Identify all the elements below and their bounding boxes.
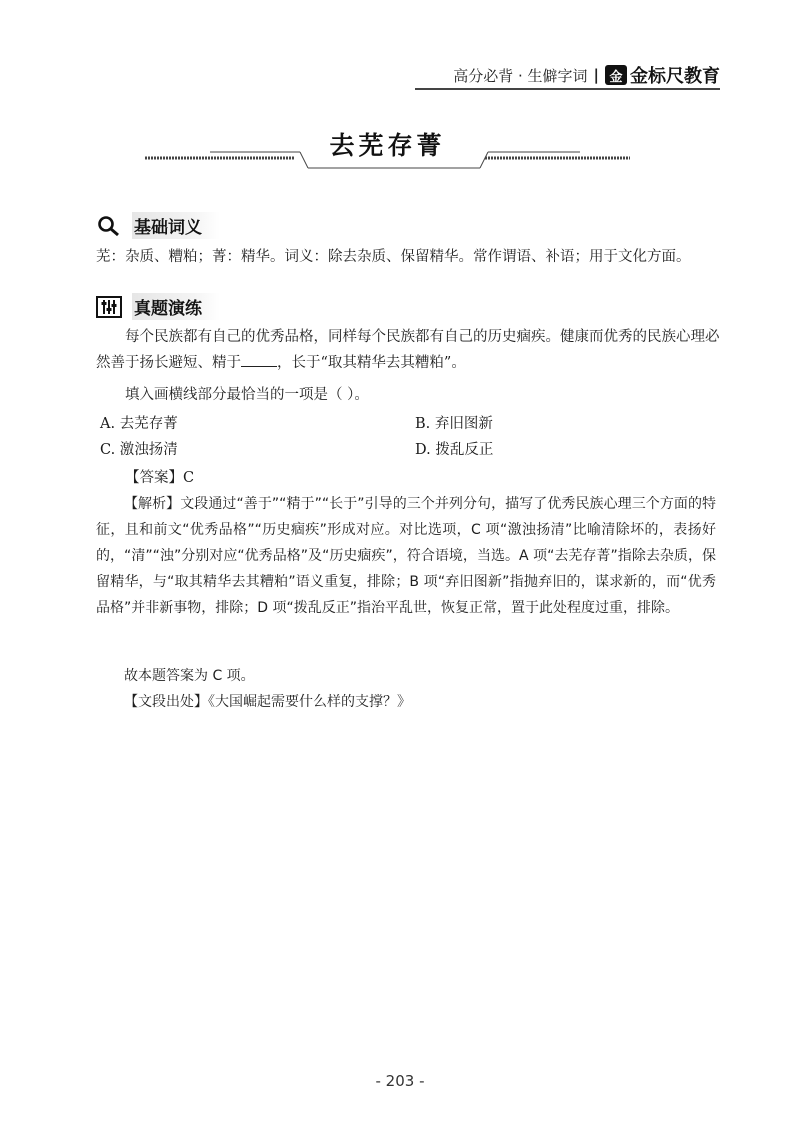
brand-name: 金标尺教育 bbox=[630, 66, 720, 87]
page-header bbox=[453, 62, 720, 88]
options-grid bbox=[100, 414, 660, 460]
section-basic-title: 基础词义 bbox=[132, 212, 220, 239]
passage-part1: 每个民族都有自己的优秀品格，同样每个民族都有自己的历史痼疾。健康而优秀的民族心理必然善于扬长避短、精于 bbox=[96, 329, 720, 371]
section-practice-heading bbox=[96, 293, 220, 320]
header-separator: | bbox=[593, 66, 599, 84]
question-prompt: 填入画横线部分最恰当的一项是（ ）。 bbox=[125, 387, 369, 403]
passage-part2: ，长于“取其精华去其糟粕”。 bbox=[277, 355, 466, 371]
title-block bbox=[140, 122, 635, 180]
page-title: 去芜存菁 bbox=[329, 131, 446, 160]
magnifier-icon bbox=[96, 215, 122, 237]
question-passage bbox=[96, 324, 721, 376]
option-b: B. 弃旧图新 bbox=[415, 416, 493, 432]
brand bbox=[605, 62, 720, 88]
page-number: - 203 - bbox=[375, 1072, 425, 1090]
header-rule bbox=[415, 88, 720, 90]
source-text: 【文段出处】《大国崛起需要什么样的支撑？》 bbox=[124, 694, 411, 710]
answer-line: 【答案】C bbox=[125, 470, 195, 486]
conclusion-text: 故本题答案为 C 项。 bbox=[124, 668, 255, 684]
equalizer-icon bbox=[96, 296, 122, 318]
analysis-text: 【解析】文段通过“善于”“精于”“长于”引导的三个并列分句，描写了优秀民族心理三个方面的特征，且和前文“优秀品格”“历史痼疾”形成对应。对比选项，C 项“激浊扬清”比喻清除坏的，表扬好的，“清”“浊”分别对应“优秀品格”及“历史痼疾”，符合语境，当选。A 项“去芜存菁”指除去杂质，保留精华，与“取其精华去其糟粕”语义重复，排除；B 项“弃旧图新”指抛弃旧的，谋求新的，而“优秀品格”并非新事物，排除；D 项“拨乱反正”指治平乱世，恢复正常，置于此处程度过重，排除。 bbox=[96, 496, 716, 616]
fill-blank bbox=[241, 352, 277, 367]
option-a: A. 去芜存菁 bbox=[100, 416, 178, 432]
option-c: C. 激浊扬清 bbox=[100, 442, 178, 458]
basic-meaning-text: 芜：杂质、糟粕；菁：精华。词义：除去杂质、保留精华。常作谓语、补语；用于文化方面。 bbox=[96, 249, 691, 265]
section-practice-title: 真题演练 bbox=[132, 293, 220, 320]
header-subtitle: 高分必背 · 生僻字词 bbox=[453, 66, 588, 85]
option-d: D. 拨乱反正 bbox=[415, 442, 494, 458]
section-basic-heading bbox=[96, 212, 220, 239]
brand-logo-icon: 金 bbox=[605, 65, 627, 85]
